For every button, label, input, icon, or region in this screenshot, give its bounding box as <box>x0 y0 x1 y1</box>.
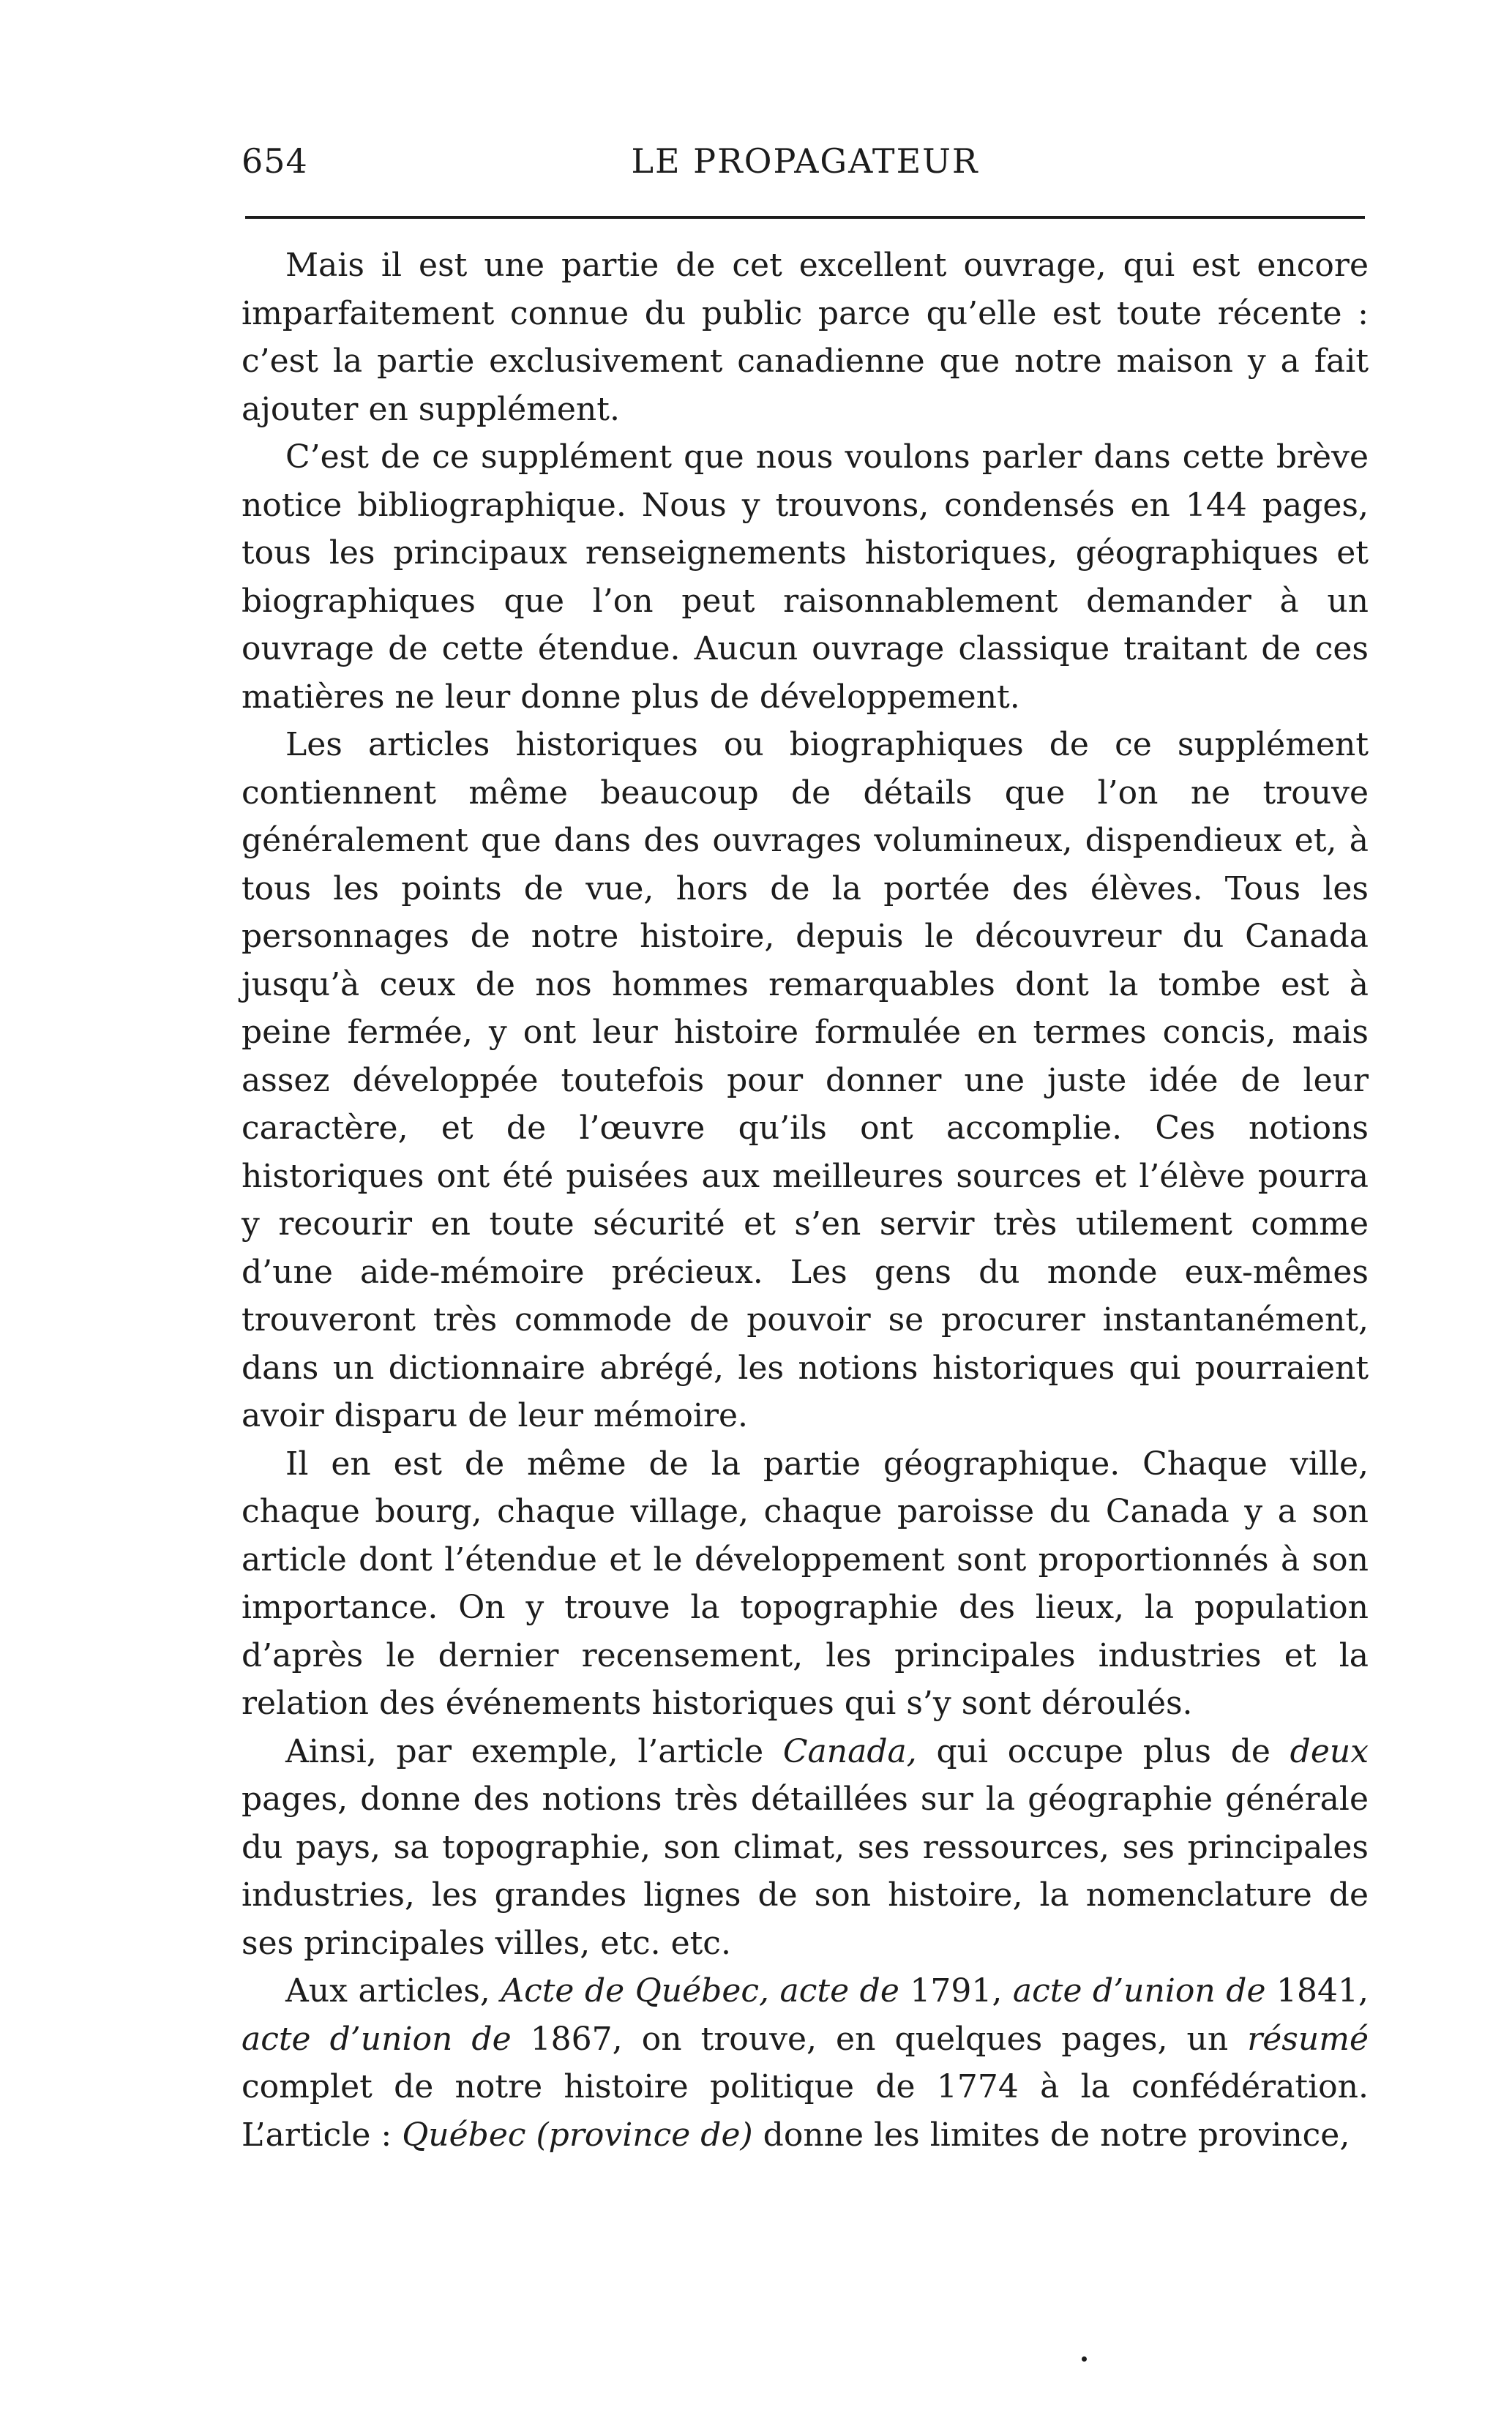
text-run: qui occupe plus de <box>916 1732 1290 1770</box>
italic-term: Québec (province de) <box>402 2116 753 2154</box>
text-run: 1867, on trouve, en quelques pages, un <box>511 2020 1248 2058</box>
page-number: 654 <box>242 141 308 181</box>
italic-term: Acte de Québec, acte de <box>501 1972 899 2010</box>
italic-term: acte d’union de <box>242 2020 512 2058</box>
paragraph-1: Mais il est une partie de cet excellent ouvrage, qui est encore imparfaitement connue du public parce qu’elle est toute récente : c’est la partie exclusivement canadienne que notre maison y a fait ajouter en supplément. <box>242 247 1369 428</box>
running-title: LE PROPAGATEUR <box>631 141 979 181</box>
text-run: 1791, <box>899 1972 1013 2010</box>
text-run: pages, donne des notions très détaillées sur la géographie générale du pays, sa topographie, son climat, ses ressources, ses principales industries, les grandes lignes de son histoire, la nomenclature de ses principales villes, etc. etc. <box>242 1781 1369 1962</box>
running-head <box>242 135 1369 187</box>
italic-term: résumé <box>1247 2020 1369 2058</box>
text-run: complet de notre histoire politique de 1774 à la confédération. L’article : <box>242 2068 1369 2154</box>
italic-term: Canada, <box>782 1732 917 1770</box>
header-rule <box>245 216 1365 219</box>
paragraph-6 <box>242 1967 1369 2159</box>
paragraph-5 <box>242 1728 1369 1968</box>
italic-term: deux <box>1290 1732 1369 1770</box>
text-run: donne les limites de notre province, <box>752 2116 1350 2154</box>
text-run: Aux articles, <box>285 1972 501 2010</box>
text-run: Ainsi, par exemple, l’article <box>285 1732 783 1770</box>
paragraph-2: C’est de ce supplément que nous voulons parler dans cette brève notice bibliographique. Nous y trouvons, condensés en 144 pages, tous les principaux renseignements historiques, géographiques et biographiques que l’on peut raisonnablement demander à un ouvrage de cette étendue. Aucun ouvrage classique traitant de ces matières ne leur donne plus de développement. <box>242 438 1369 716</box>
italic-term: acte d’union de <box>1012 1972 1266 2010</box>
ink-speck <box>1082 2356 1087 2362</box>
paragraph-3: Les articles historiques ou biographiques de ce supplément contiennent même beaucoup de détails que l’on ne trouve généralement que dans des ouvrages volumineux, dispendieux et, à tous les points de vue, hors de la portée des élèves. Tous les personnages de notre histoire, depuis le découvreur du Canada jusqu’à ceux de nos hommes remarquables dont la tombe est à peine fermée, y ont leur histoire formulée en termes concis, mais assez développée toutefois pour donner une juste idée de leur caractère, et de l’œuvre qu’ils ont accomplie. Ces notions historiques ont été puisées aux meilleures sources et l’élève pourra y recourir en toute sécurité et s’en servir très utilement comme d’une aide-mémoire précieux. Les gens du monde eux-mêmes trouveront très commode de pouvoir se procurer instantanément, dans un dictionnaire abrégé, les notions historiques qui pourraient avoir disparu de leur mémoire. <box>242 726 1369 1434</box>
text-run: 1841, <box>1265 1972 1369 2010</box>
paragraph-4: Il en est de même de la partie géographique. Chaque ville, chaque bourg, chaque village, chaque paroisse du Canada y a son article dont l’étendue et le développement sont proportionnés à son importance. On y trouve la topographie des lieux, la population d’après le dernier recensement, les principales industries et la relation des événements historiques qui s’y sont déroulés. <box>242 1445 1369 1722</box>
body-text <box>242 242 1369 2159</box>
